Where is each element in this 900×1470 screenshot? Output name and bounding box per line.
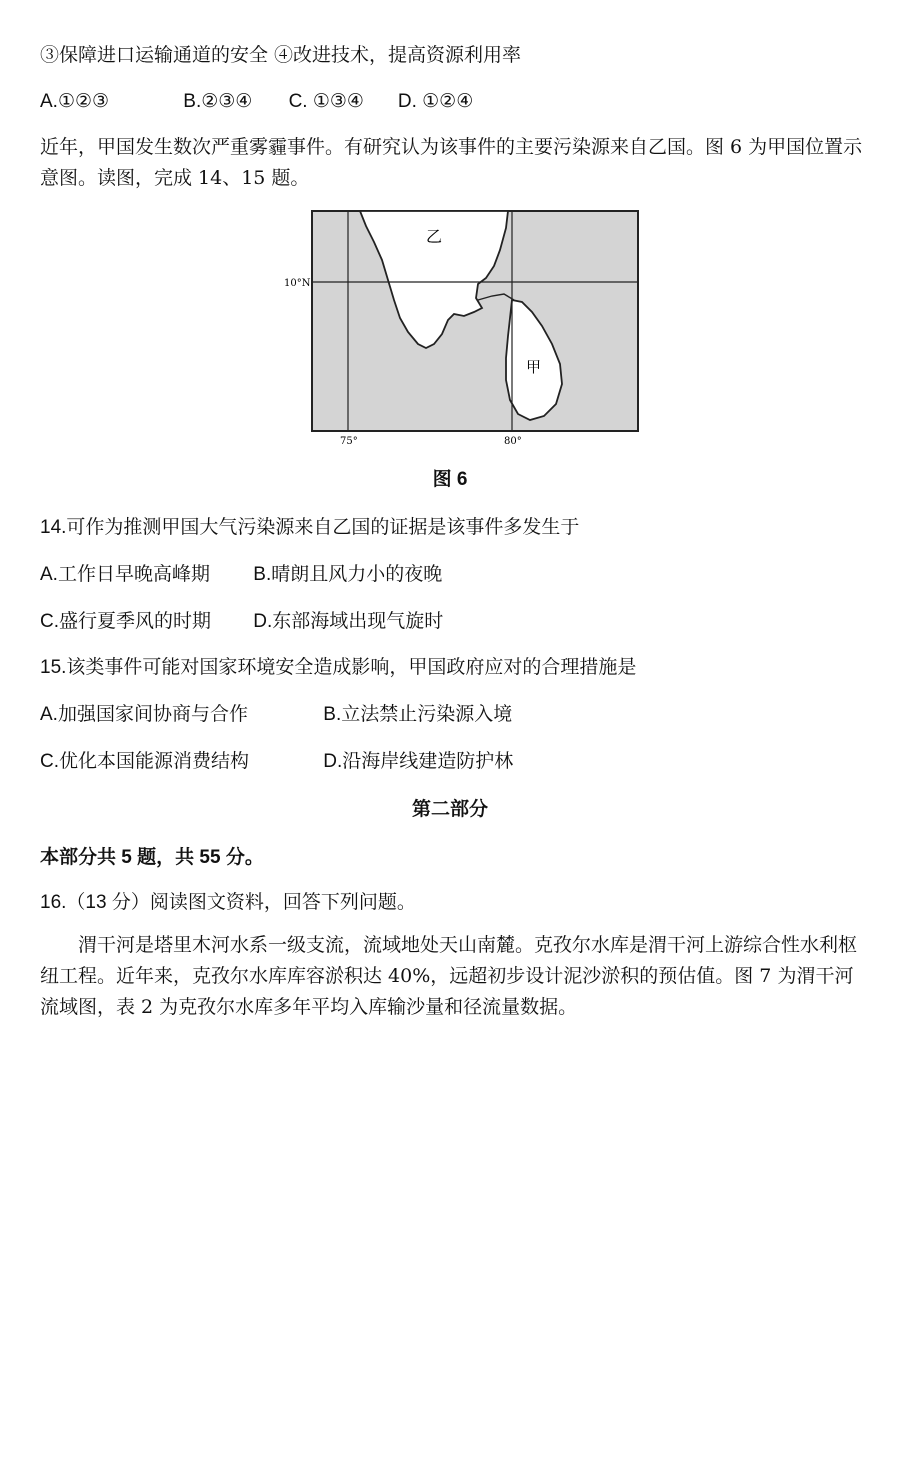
q15-option-d: D.沿海岸线建造防护林 xyxy=(323,751,514,772)
q15-option-c: C.优化本国能源消费结构 xyxy=(40,751,250,772)
q14-options-row2 xyxy=(40,606,443,633)
q14-option-d: D.东部海域出现气旋时 xyxy=(253,611,444,632)
q15-option-b: B.立法禁止污染源入境 xyxy=(323,704,513,725)
label-jia: 甲 xyxy=(526,358,542,376)
label-80: 80° xyxy=(504,436,522,446)
q13-choice-c: C. ①③④ xyxy=(288,91,364,112)
figure-6-map xyxy=(282,208,650,446)
q13-choice-d: D. ①②④ xyxy=(397,91,474,112)
q13-choices xyxy=(40,90,473,113)
part2-title: 第二部分 xyxy=(411,799,488,820)
q14-stem: 14.可作为推测甲国大气污染源来自乙国的证据是该事件多发生于 xyxy=(40,517,580,538)
part2-summary: 本部分共 5 题，共 55 分。 xyxy=(40,847,264,868)
q13-choice-b: B.②③④ xyxy=(183,91,253,112)
label-yi: 乙 xyxy=(426,227,443,246)
q15-stem: 15.该类事件可能对国家环境安全造成影响，甲国政府应对的合理措施是 xyxy=(40,657,637,678)
figure-6-caption: 图 6 xyxy=(432,469,468,490)
q13-option-line: ③保障进口运输通道的安全 ④改进技术，提高资源利用率 xyxy=(40,44,522,66)
label-10n: 10°N xyxy=(284,278,311,289)
q14-option-a: A.工作日早晚高峰期 xyxy=(40,564,210,585)
q14-options-row1 xyxy=(40,559,442,586)
q13-choice-a: A.①②③ xyxy=(40,91,110,112)
q14-option-b: B.晴朗且风力小的夜晚 xyxy=(253,564,443,585)
q15-options-row2 xyxy=(40,746,513,773)
q15-option-a: A.加强国家间协商与合作 xyxy=(40,704,248,725)
label-75: 75° xyxy=(340,436,358,446)
q14-option-c: C.盛行夏季风的时期 xyxy=(40,611,212,632)
q16-body: 渭干河是塔里木河水系一级支流，流域地处天山南麓。克孜尔水库是渭干河上游综合性水利枢纽工程。近年来，克孜尔水库库容淤积达 40%，远超初步设计泥沙淤积的预估值。图 7 为渭干河流域图，表 2 为克孜尔水库多年平均入库输沙量和径流量数据。 xyxy=(40,934,858,1018)
q16-stem: 16.（13 分）阅读图文资料，回答下列问题。 xyxy=(40,892,416,913)
q15-options-row1 xyxy=(40,699,512,726)
intro-paragraph: 近年，甲国发生数次严重雾霾事件。有研究认为该事件的主要污染源来自乙国。图 6 为甲国位置示意图。读图，完成 14、15 题。 xyxy=(40,136,863,189)
